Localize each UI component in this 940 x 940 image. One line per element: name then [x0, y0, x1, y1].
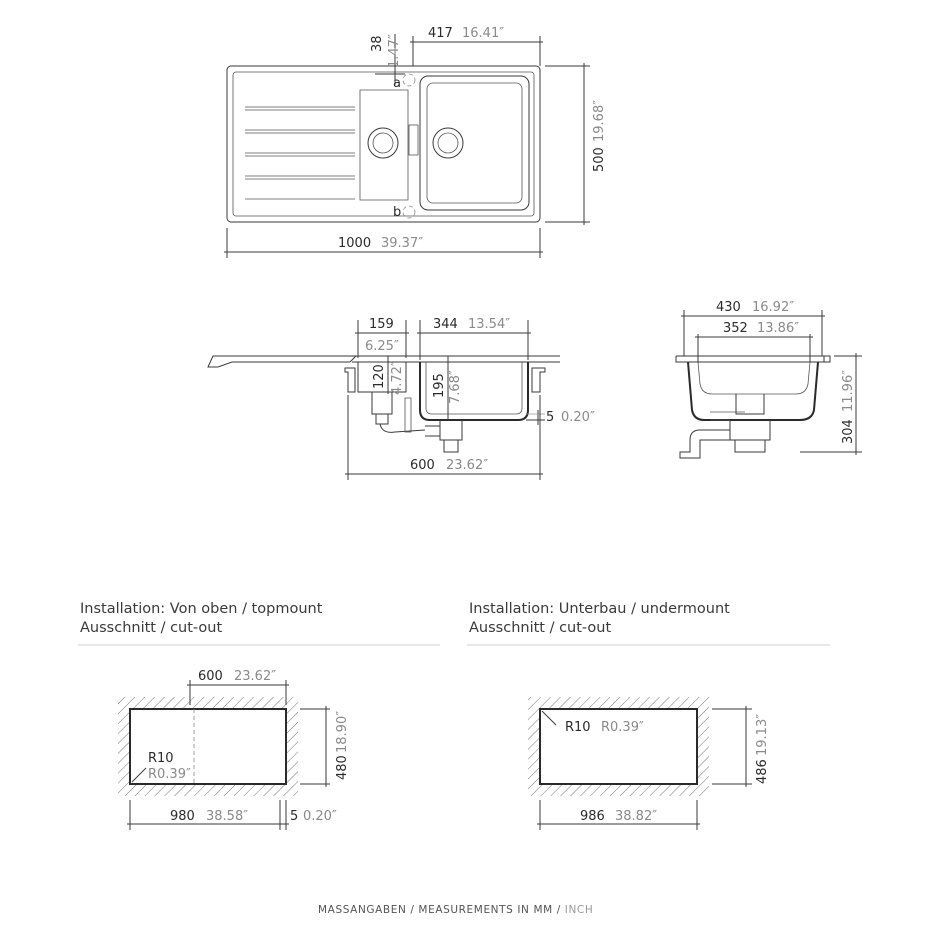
- topmount-radius-inch: R0.39″: [148, 767, 191, 782]
- undermount-width-mm: 986: [580, 809, 605, 824]
- dim-bowl-width-section-mm: 344: [433, 317, 458, 332]
- side-bowl: [688, 362, 818, 420]
- topmount-width-inch: 38.58″: [206, 809, 249, 824]
- topmount-gap-mm: 5: [290, 809, 299, 824]
- dim-bowl-height-inch: 7.68″: [448, 370, 463, 404]
- dim-height-mm: 304: [841, 419, 856, 444]
- dim-rim-inch: 0.20″: [561, 410, 595, 425]
- undermount-radius-mm: R10: [565, 720, 591, 735]
- dim-outer-inch: 16.92″: [752, 300, 795, 315]
- dim-small-height-inch: 4.72″: [390, 361, 405, 395]
- topmount-width-mm: 980: [170, 809, 195, 824]
- left-bracket: [345, 368, 355, 392]
- side-view: [676, 300, 862, 458]
- undermount-hatch: [528, 697, 709, 796]
- dim-cabinet-inch: 23.62″: [446, 458, 489, 473]
- dim-drain-area-inch: 6.25″: [365, 339, 399, 354]
- dim-outer-mm: 430: [716, 300, 741, 315]
- dim-offset-inch: 1.47″: [387, 34, 402, 68]
- dim-depth-inch: 19.68″: [592, 99, 607, 142]
- undermount-depth-mm: 486: [755, 759, 770, 784]
- small-bowl: [360, 90, 408, 200]
- undermount-width-inch: 38.82″: [615, 809, 658, 824]
- dim-bowl-height-mm: 195: [432, 373, 447, 398]
- undermount-radius-inch: R0.39″: [601, 720, 644, 735]
- drainboard-grooves: [245, 107, 355, 199]
- main-drain: [433, 128, 463, 158]
- topmount-cabinet-mm: 600: [198, 669, 223, 684]
- section-view: [208, 317, 595, 480]
- marker-b: b: [393, 205, 402, 220]
- small-drain: [368, 128, 398, 158]
- marker-a: a: [393, 76, 401, 91]
- dim-width-mm: 1000: [338, 236, 372, 251]
- section-drainboard: [208, 356, 356, 367]
- footer-text-main: MASSANGABEN / MEASUREMENTS IN MM /: [318, 904, 565, 916]
- topmount-section: [78, 601, 440, 830]
- overflow: [409, 125, 418, 155]
- tap-hole-a: [403, 74, 415, 86]
- right-bracket: [532, 368, 545, 392]
- footer-note: [318, 904, 593, 916]
- dim-bowl-width-inch: 16.41″: [462, 26, 505, 41]
- dim-width-inch: 39.37″: [381, 236, 424, 251]
- dim-bowl-width-section-inch: 13.54″: [468, 317, 511, 332]
- topmount-radius-mm: R10: [148, 751, 174, 766]
- dim-bowl-width-mm: 417: [428, 26, 453, 41]
- dim-drain-area-mm: 159: [369, 317, 394, 332]
- dim-depth-mm: 500: [592, 147, 607, 172]
- dim-inner-inch: 13.86″: [757, 321, 800, 336]
- main-bowl: [420, 76, 529, 210]
- topmount-depth-inch: 18.90″: [335, 710, 350, 753]
- dim-inner-mm: 352: [723, 321, 748, 336]
- dim-small-height-mm: 120: [372, 364, 387, 389]
- dim-cabinet-mm: 600: [410, 458, 435, 473]
- topmount-depth-mm: 480: [335, 755, 350, 780]
- dim-rim-mm: 5: [546, 410, 555, 425]
- dim-offset-mm: 38: [370, 35, 385, 52]
- footer-text-unit: INCH: [564, 904, 594, 916]
- topmount-subtitle: Ausschnitt / cut-out: [80, 620, 223, 636]
- side-rim: [676, 356, 830, 362]
- topmount-cabinet-inch: 23.62″: [234, 669, 277, 684]
- undermount-title: Installation: Unterbau / undermount: [469, 601, 730, 617]
- undermount-depth-inch: 19.13″: [755, 713, 770, 756]
- dim-height-inch: 11.96″: [841, 369, 856, 412]
- topmount-gap-inch: 0.20″: [303, 809, 337, 824]
- topmount-title: Installation: Von oben / topmount: [80, 601, 323, 617]
- topmount-hatch: [118, 697, 298, 796]
- undermount-subtitle: Ausschnitt / cut-out: [469, 620, 612, 636]
- undermount-section: [467, 601, 830, 830]
- top-view: [224, 26, 607, 258]
- side-waste-pipes: [680, 394, 770, 458]
